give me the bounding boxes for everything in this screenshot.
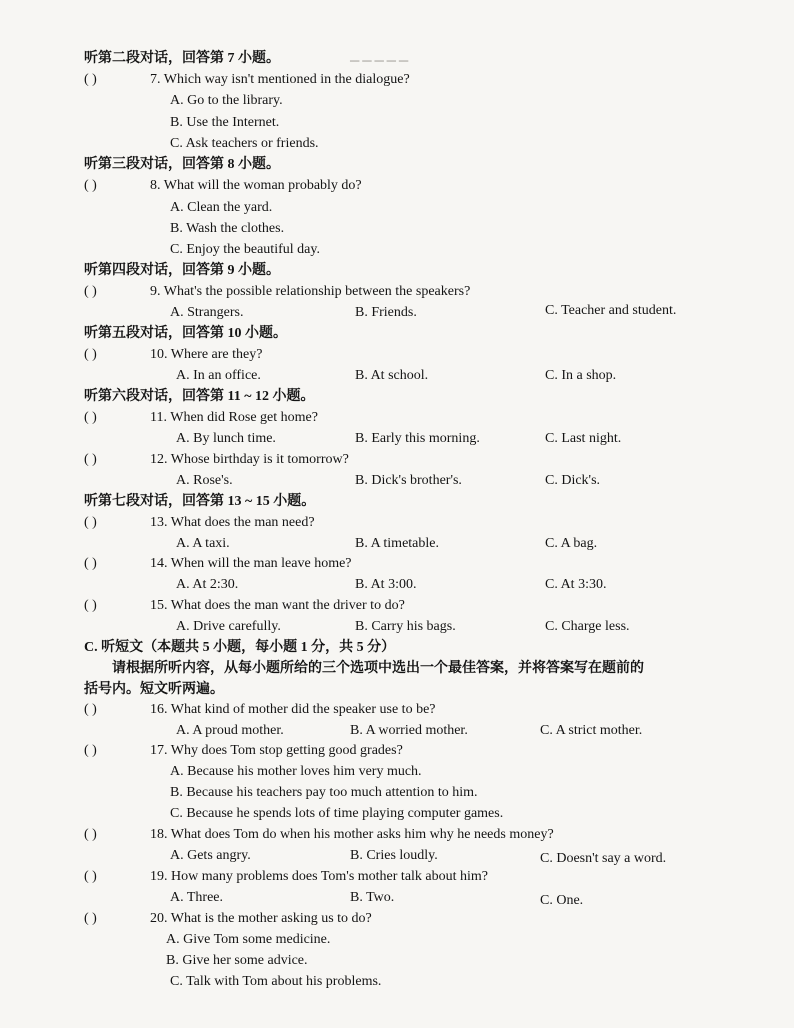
- option-a: A. Gets angry.: [170, 848, 251, 863]
- question-14: [84, 555, 352, 573]
- question-text: Why does Tom stop getting good grades?: [170, 743, 403, 758]
- bleed-through-mark: ▁ ▁ ▁ ▁ ▁: [350, 48, 409, 62]
- option-b: B. Give her some advice.: [166, 953, 308, 968]
- question-number: 9.: [150, 284, 161, 299]
- option-a: A. Strangers.: [170, 305, 244, 320]
- option-b: B. Early this morning.: [355, 431, 480, 446]
- answer-paren[interactable]: ( ): [84, 743, 97, 758]
- question-8: [84, 177, 362, 195]
- question-number: 15.: [150, 598, 168, 613]
- option-a: A. In an office.: [176, 368, 261, 383]
- question-10: [84, 346, 262, 364]
- option-c: C. At 3:30.: [545, 577, 607, 592]
- answer-paren[interactable]: ( ): [84, 452, 97, 467]
- option-a: A. A proud mother.: [176, 723, 284, 738]
- option-c: C. Charge less.: [545, 619, 630, 634]
- question-text: What kind of mother did the speaker use to be?: [170, 702, 436, 717]
- question-12: [84, 451, 349, 469]
- option-a: A. Three.: [170, 890, 223, 905]
- question-number: 20.: [150, 911, 168, 926]
- option-a: A. A taxi.: [176, 536, 230, 551]
- option-b: B. Dick's brother's.: [355, 473, 462, 488]
- option-c: C. Teacher and student.: [545, 303, 677, 318]
- section-heading: 听第四段对话，回答第 9 小题。: [84, 263, 280, 278]
- question-number: 8.: [150, 178, 161, 193]
- option-a: A. Go to the library.: [170, 93, 283, 108]
- option-c: C. Because he spends lots of time playing computer games.: [170, 806, 504, 821]
- question-number: 10.: [150, 347, 168, 362]
- question-text: What is the mother asking us to do?: [170, 911, 372, 926]
- section-heading: 听第二段对话，回答第 7 小题。: [84, 51, 280, 66]
- answer-paren[interactable]: ( ): [84, 911, 97, 926]
- question-number: 11.: [150, 410, 167, 425]
- option-a: A. At 2:30.: [176, 577, 239, 592]
- section-heading: 听第七段对话，回答第 13 ~ 15 小题。: [84, 494, 316, 509]
- section-heading: 听第六段对话，回答第 11 ~ 12 小题。: [84, 389, 315, 404]
- question-15: [84, 597, 405, 615]
- part-c-heading: C. 听短文（本题共 5 小题，每小题 1 分，共 5 分）: [84, 640, 396, 655]
- answer-paren[interactable]: ( ): [84, 598, 97, 613]
- option-b: B. Cries loudly.: [350, 848, 438, 863]
- question-text: Whose birthday is it tomorrow?: [170, 452, 349, 467]
- option-b: B. Use the Internet.: [170, 115, 280, 130]
- option-c: C. Last night.: [545, 431, 622, 446]
- option-c: C. One.: [540, 893, 584, 908]
- option-c: C. Ask teachers or friends.: [170, 136, 319, 151]
- option-b: B. At school.: [355, 368, 429, 383]
- option-b: B. Wash the clothes.: [170, 221, 285, 236]
- question-text: What does the man need?: [170, 515, 315, 530]
- answer-paren[interactable]: ( ): [84, 72, 97, 87]
- answer-paren[interactable]: ( ): [84, 702, 97, 717]
- option-c: C. In a shop.: [545, 368, 617, 383]
- option-b: B. Friends.: [355, 305, 417, 320]
- question-text: What does the man want the driver to do?: [170, 598, 405, 613]
- option-b: B. Carry his bags.: [355, 619, 456, 634]
- answer-paren[interactable]: ( ): [84, 347, 97, 362]
- question-13: [84, 514, 315, 532]
- option-a: A. By lunch time.: [176, 431, 276, 446]
- option-c: C. Enjoy the beautiful day.: [170, 242, 320, 257]
- answer-paren[interactable]: ( ): [84, 556, 97, 571]
- question-number: 14.: [150, 556, 168, 571]
- question-7: [84, 71, 410, 89]
- question-20: [84, 910, 372, 928]
- question-text: When will the man leave home?: [170, 556, 352, 571]
- question-number: 17.: [150, 743, 168, 758]
- option-b: B. A timetable.: [355, 536, 439, 551]
- section-heading: 听第五段对话，回答第 10 小题。: [84, 326, 287, 341]
- answer-paren[interactable]: ( ): [84, 869, 97, 884]
- question-9: [84, 283, 470, 301]
- option-b: B. At 3:00.: [355, 577, 417, 592]
- answer-paren[interactable]: ( ): [84, 827, 97, 842]
- option-a: A. Because his mother loves him very much.: [170, 764, 422, 779]
- section-heading: 听第三段对话，回答第 8 小题。: [84, 157, 280, 172]
- answer-paren[interactable]: ( ): [84, 284, 97, 299]
- option-b: B. A worried mother.: [350, 723, 468, 738]
- answer-paren[interactable]: ( ): [84, 178, 97, 193]
- question-number: 18.: [150, 827, 168, 842]
- option-a: A. Rose's.: [176, 473, 233, 488]
- option-b: B. Two.: [350, 890, 395, 905]
- question-11: [84, 409, 318, 427]
- question-text: Where are they?: [170, 347, 263, 362]
- option-a: A. Give Tom some medicine.: [166, 932, 331, 947]
- question-text: When did Rose get home?: [170, 410, 318, 425]
- answer-paren[interactable]: ( ): [84, 410, 97, 425]
- part-c-instruction: 请根据所听内容，从每小题所给的三个选项中选出一个最佳答案，并将答案写在题前的: [112, 661, 644, 676]
- question-19: [84, 868, 488, 886]
- question-number: 19.: [150, 869, 168, 884]
- question-number: 16.: [150, 702, 168, 717]
- question-text: Which way isn't mentioned in the dialogue?: [163, 72, 410, 87]
- part-c-instruction: 括号内。短文听两遍。: [84, 682, 224, 697]
- question-text: What's the possible relationship between the speakers?: [163, 284, 471, 299]
- question-text: What will the woman probably do?: [163, 178, 362, 193]
- option-c: C. Doesn't say a word.: [540, 851, 667, 866]
- question-text: How many problems does Tom's mother talk about him?: [171, 869, 489, 884]
- question-number: 12.: [150, 452, 168, 467]
- question-16: [84, 701, 436, 719]
- option-b: B. Because his teachers pay too much attention to him.: [170, 785, 478, 800]
- option-a: A. Clean the yard.: [170, 200, 273, 215]
- question-number: 7.: [150, 72, 161, 87]
- question-17: [84, 742, 403, 760]
- option-c: C. Dick's.: [545, 473, 601, 488]
- question-text: What does Tom do when his mother asks him why he needs money?: [170, 827, 554, 842]
- option-c: C. Talk with Tom about his problems.: [170, 974, 382, 989]
- option-a: A. Drive carefully.: [176, 619, 281, 634]
- question-number: 13.: [150, 515, 168, 530]
- option-c: C. A strict mother.: [540, 723, 643, 738]
- answer-paren[interactable]: ( ): [84, 515, 97, 530]
- option-c: C. A bag.: [545, 536, 598, 551]
- question-18: [84, 826, 554, 844]
